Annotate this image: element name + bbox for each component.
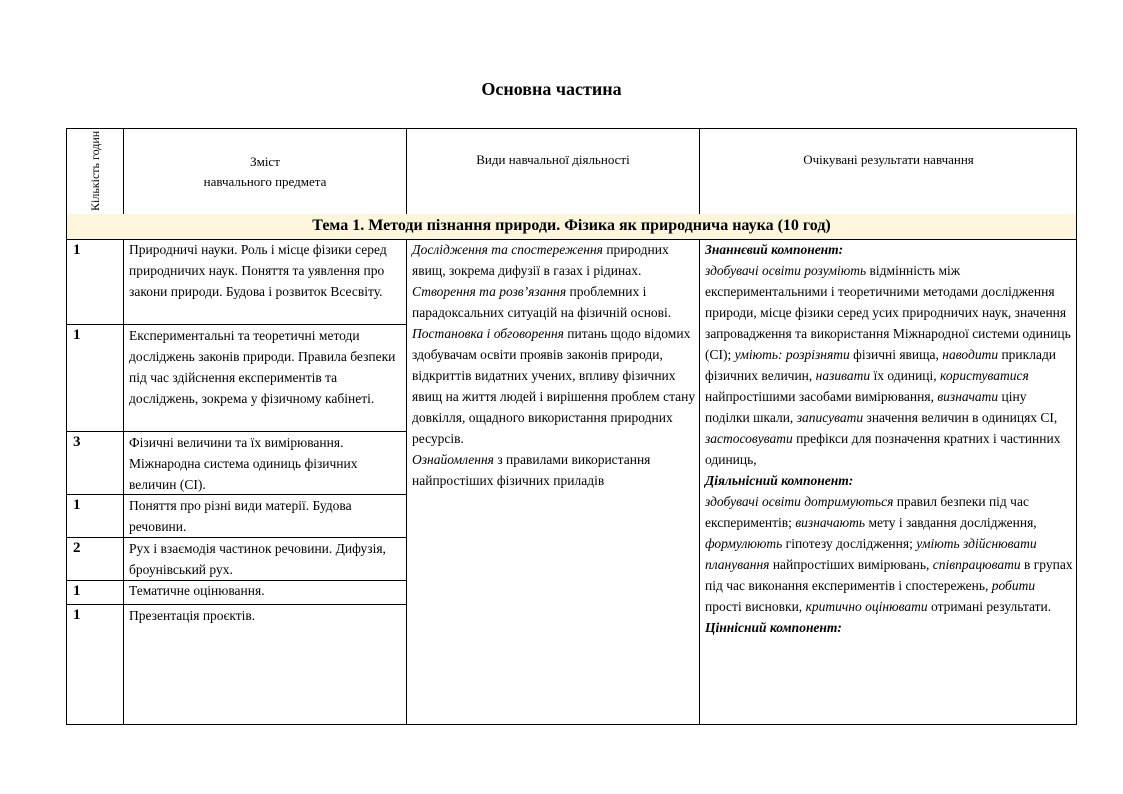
- activity-text: з правилами використання найпростіших фізичних приладів: [412, 452, 651, 488]
- result-text: прості висновки,: [705, 599, 806, 614]
- result-text: гіпотезу дослідження;: [782, 536, 917, 551]
- activity-keyword: Постановка і обговорення: [412, 326, 564, 341]
- result-keyword: визначають: [795, 515, 866, 530]
- result-text: префікси для позначення кратних і частинних одиниць,: [705, 431, 1061, 467]
- result-keyword: здобувачі освіти дотримуються: [705, 494, 894, 509]
- header-activities-cell: [407, 129, 699, 191]
- row-content: Тематичне оцінювання.: [129, 583, 265, 598]
- result-keyword: визначати: [937, 389, 999, 404]
- result-text: найпростіших вимірювань,: [769, 557, 933, 572]
- result-keyword: робити: [991, 578, 1036, 593]
- row-content: Експериментальні та теоретичні методи досліджень законів природи. Правила безпеки під час здійснення експериментів та досліджень, зокрема у фізичному кабінеті.: [129, 328, 396, 406]
- row-content: Поняття про різні види матерії. Будова речовини.: [129, 498, 352, 534]
- activity-keyword: Ознайомлення: [412, 452, 494, 467]
- activities-cell: [412, 239, 696, 491]
- result-keyword: співпрацювати: [932, 557, 1021, 572]
- row-content: Природничі науки. Роль і місце фізики серед природничих наук. Поняття та уявлення про закони природи. Будова і розвиток Всесвіту.: [129, 242, 387, 299]
- result-text: найпростішими засобами вимірювання,: [705, 389, 938, 404]
- row-hours: 1: [73, 607, 81, 623]
- result-text: приклади фізичних величин,: [705, 347, 1057, 383]
- result-keyword: користуватися: [940, 368, 1029, 383]
- result-text: в групах під час виконання експериментів і спостережень,: [705, 557, 1073, 593]
- result-text: їх одиниці,: [870, 368, 941, 383]
- result-text: ціну поділки шкали,: [705, 389, 1027, 425]
- header-content-cell: [124, 137, 406, 207]
- activity-keyword: Дослідження та спостереження: [412, 242, 603, 257]
- result-keyword: записувати: [796, 410, 864, 425]
- result-keyword: уміють: розрізняти: [734, 347, 850, 362]
- result-keyword: здобувачі освіти розуміють: [705, 263, 867, 278]
- row-hours: 1: [73, 497, 81, 513]
- activity-text: природних явищ, зокрема дифузії в газах і рідинах.: [412, 242, 669, 278]
- topic-title: Тема 1. Методи пізнання природи. Фізика як природнича наука (10 год): [67, 214, 1076, 239]
- header-results: Очікувані результати навчання: [803, 152, 974, 167]
- result-keyword: називати: [815, 368, 871, 383]
- result-keyword: застосовувати: [705, 431, 793, 446]
- row-content: Рух і взаємодія частинок речовини. Дифузія, броунівський рух.: [129, 541, 386, 577]
- value-component-title: Ціннісний компонент:: [705, 620, 842, 635]
- header-activities: Види навчальної діяльності: [476, 152, 630, 167]
- result-keyword: уміють здійснювати планування: [705, 536, 1037, 572]
- activity-keyword: Створення та розв’язання: [412, 284, 567, 299]
- result-keyword: наводити: [942, 347, 999, 362]
- header-results-cell: [700, 129, 1077, 191]
- row-hours: 1: [73, 583, 81, 599]
- result-text: отримані результати.: [927, 599, 1052, 614]
- activity-component-title: Діяльнісний компонент:: [705, 473, 854, 488]
- header-content: Зміст: [250, 154, 280, 169]
- row-content: Презентація проєктів.: [129, 608, 256, 623]
- row-hours: 1: [73, 327, 81, 343]
- result-text: фізичні явища,: [849, 347, 943, 362]
- result-text: значення величин в одиницях СІ,: [863, 410, 1058, 425]
- row-hours: 1: [73, 242, 81, 258]
- col-divider: [123, 239, 124, 724]
- page-title: Основна частина: [481, 79, 622, 99]
- header-content-sub: навчального предмета: [203, 174, 327, 189]
- result-keyword: критично оцінювати: [805, 599, 928, 614]
- header-hours-cell: [67, 129, 123, 214]
- activity-text: питань щодо відомих здобувачам освіти проявів законів природи, відкриттів видатних учених, впливу фізичних явищ на життя людей і вирішення проблем стану довкілля, ощадного використання природних ресурсів.: [412, 326, 696, 446]
- row-hours: 2: [73, 540, 81, 556]
- result-text: відмінність між експериментальними і теоретичними методами дослідження природи, місце фізики серед усих природничих наук, значення запровадження та використання Міжнародної системи одиниць (СІ);: [705, 263, 1071, 362]
- knowledge-title: Знаннєвий компонент:: [705, 242, 844, 257]
- result-keyword: формулюють: [705, 536, 783, 551]
- header-hours: Кількість годин: [88, 130, 102, 211]
- activity-text: проблемних і парадоксальних ситуацій на фізичній основі.: [412, 284, 672, 320]
- result-text: правил безпеки під час експериментів;: [705, 494, 1029, 530]
- row-hours: 3: [73, 434, 81, 450]
- row-content: Фізичні величини та їх вимірювання. Міжнародна система одиниць фізичних величин (СІ).: [129, 435, 358, 492]
- col-divider: [699, 239, 700, 724]
- results-cell: [705, 239, 1073, 638]
- result-text: мету і завдання дослідження,: [865, 515, 1037, 530]
